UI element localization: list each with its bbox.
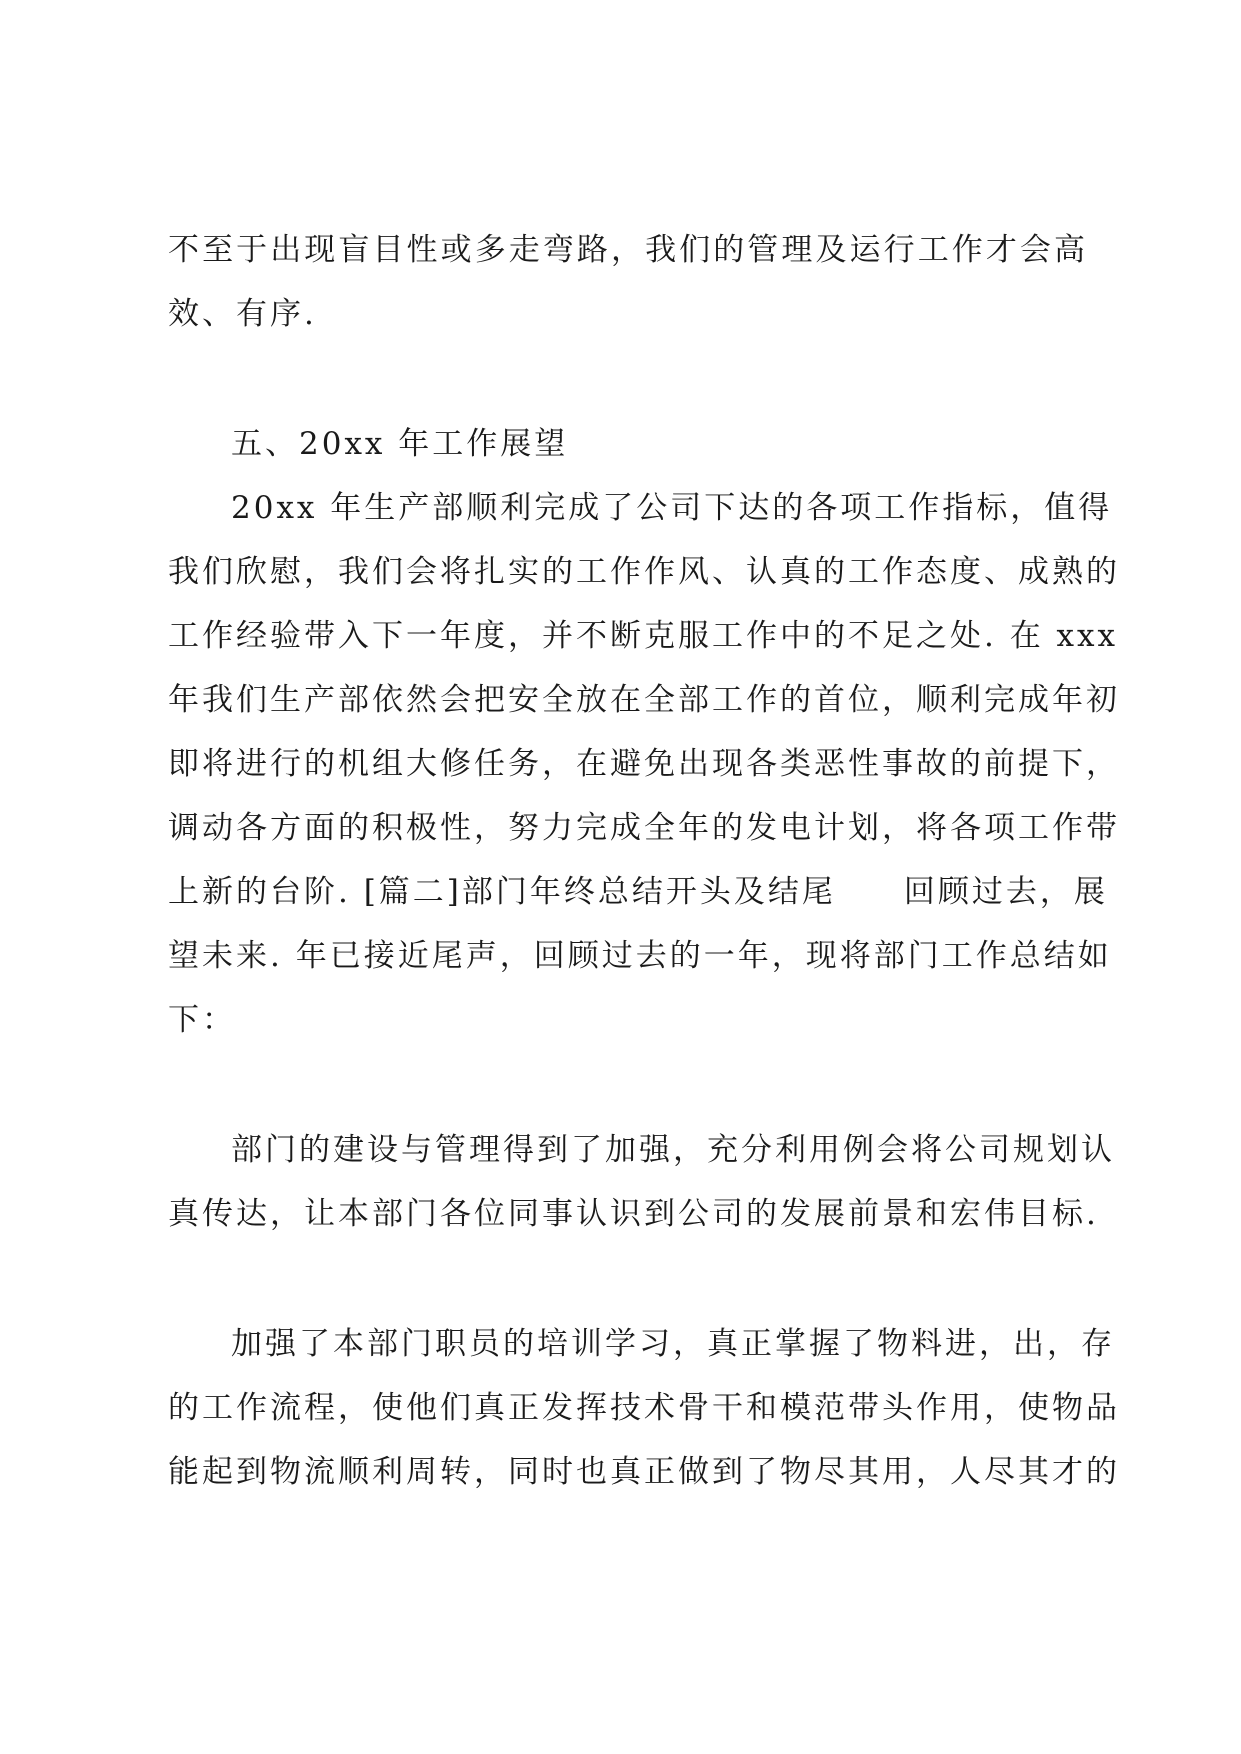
text-line: 下：: [168, 1002, 236, 1038]
text-line: 不至于出现盲目性或多走弯路，我们的管理及运行工作才会高: [168, 232, 1088, 268]
text-line: 效、有序.: [168, 296, 317, 332]
text-line: 上新的台阶. [篇二]部门年终总结开头及结尾 回顾过去，展: [168, 874, 1108, 910]
text-line: 年我们生产部依然会把安全放在全部工作的首位，顺利完成年初: [168, 682, 1120, 718]
text-line: 加强了本部门职员的培训学习，真正掌握了物料进，出，存: [231, 1326, 1115, 1362]
text-line: 调动各方面的积极性，努力完成全年的发电计划，将各项工作带: [168, 810, 1120, 846]
text-line: 的工作流程，使他们真正发挥技术骨干和模范带头作用，使物品: [168, 1390, 1120, 1426]
text-line: 我们欣慰，我们会将扎实的工作作风、认真的工作态度、成熟的: [168, 554, 1120, 590]
section-heading: 五、20xx 年工作展望: [231, 426, 569, 462]
text-line: 能起到物流顺利周转，同时也真正做到了物尽其用，人尽其才的: [168, 1454, 1120, 1490]
text-line: 真传达，让本部门各位同事认识到公司的发展前景和宏伟目标.: [168, 1196, 1099, 1232]
text-line: 望未来. 年已接近尾声，回顾过去的一年，现将部门工作总结如: [168, 938, 1112, 974]
text-line: 工作经验带入下一年度，并不断克服工作中的不足之处. 在 xxx: [168, 618, 1119, 654]
text-line: 20xx 年生产部顺利完成了公司下达的各项工作指标，值得: [231, 490, 1113, 526]
text-line: 部门的建设与管理得到了加强，充分利用例会将公司规划认: [231, 1132, 1115, 1168]
text-line: 即将进行的机组大修任务，在避免出现各类恶性事故的前提下，: [168, 746, 1120, 782]
